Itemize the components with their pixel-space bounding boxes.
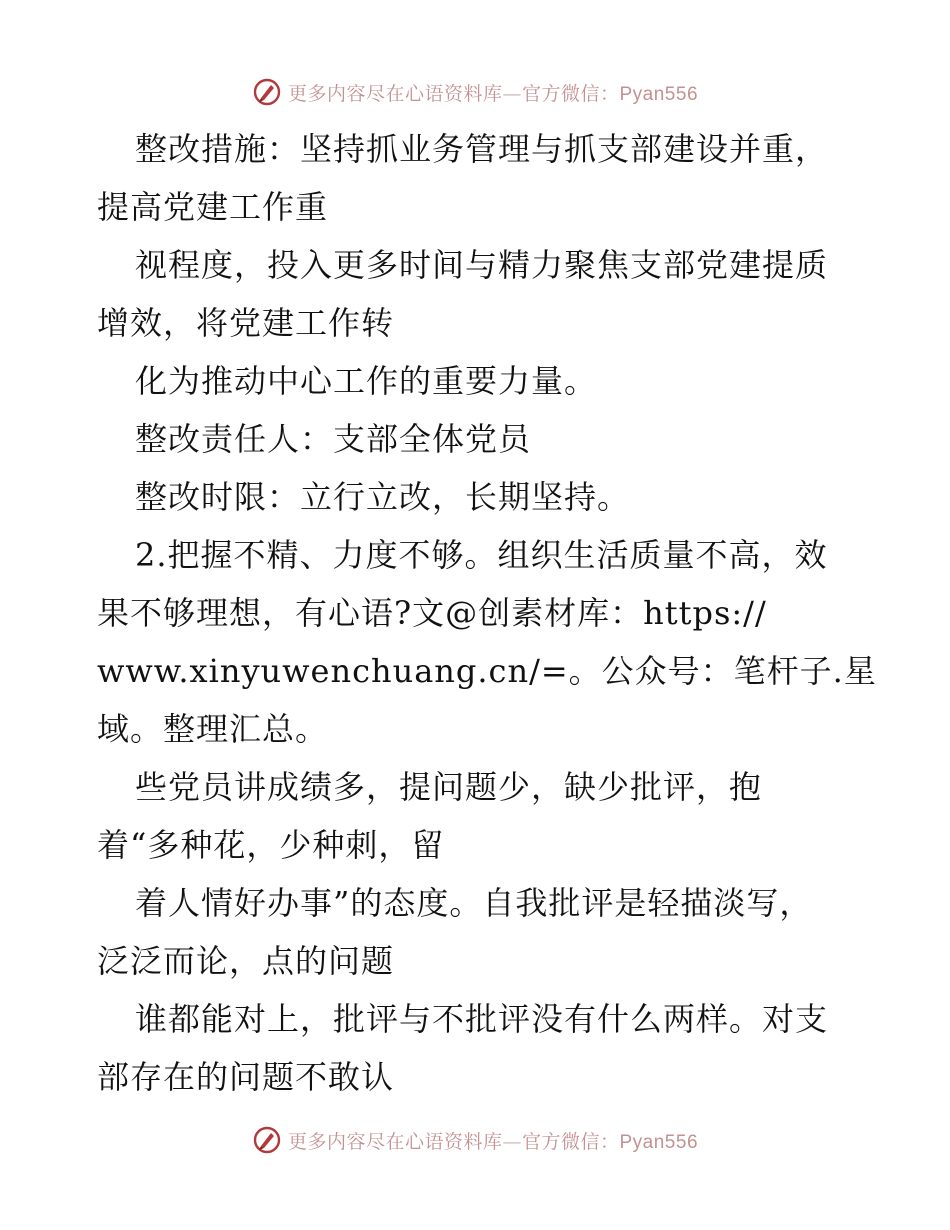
text-line: 泛泛而论，点的问题 bbox=[97, 942, 395, 980]
watermark-separator: — bbox=[502, 82, 522, 105]
text-line: 2.把握不精、力度不够。组织生活质量不高，效 bbox=[135, 536, 828, 574]
text-line: 化为推动中心工作的重要力量。 bbox=[135, 362, 598, 400]
text-line: www.xinyuwenchuang.cn/=。公众号：笔杆子.星 bbox=[97, 652, 877, 690]
text-line: 视程度，投入更多时间与精力聚焦支部党建提质 bbox=[135, 246, 829, 284]
text-line: 谁都能对上，批评与不批评没有什么两样。对支 bbox=[135, 1000, 829, 1038]
footer-watermark bbox=[0, 1120, 950, 1160]
text-line: 整改措施：坚持抓业务管理与抓支部建设并重， bbox=[135, 130, 829, 168]
watermark-separator: — bbox=[502, 1130, 522, 1153]
text-line: 整改时限：立行立改，长期坚持。 bbox=[135, 478, 631, 516]
watermark-label: 官方微信： bbox=[521, 82, 620, 105]
text-line: 着人情好办事”的态度。自我批评是轻描淡写， bbox=[135, 884, 813, 922]
pen-logo-icon bbox=[252, 1125, 282, 1155]
text-line: 些党员讲成绩多，提问题少，缺少批评，抱 bbox=[135, 768, 763, 806]
text-line: 着“多种花，少种刺，留 bbox=[97, 826, 445, 864]
text-line: 增效，将党建工作转 bbox=[97, 304, 395, 342]
text-line: 提高党建工作重 bbox=[97, 188, 329, 226]
watermark-label: 官方微信： bbox=[521, 1130, 620, 1153]
watermark-text bbox=[288, 79, 698, 106]
watermark-text bbox=[288, 1127, 698, 1154]
watermark-brand: 更多内容尽在心语资料库 bbox=[287, 1130, 503, 1153]
watermark-handle: Pyan556 bbox=[619, 83, 699, 105]
text-line: 整改责任人：支部全体党员 bbox=[135, 420, 532, 458]
document-body bbox=[97, 120, 877, 1106]
header-watermark bbox=[0, 72, 950, 112]
watermark-brand: 更多内容尽在心语资料库 bbox=[287, 82, 503, 105]
text-line: 域。整理汇总。 bbox=[97, 710, 329, 748]
text-line: 部存在的问题不敢认 bbox=[97, 1058, 395, 1096]
text-line: 果不够理想，有心语?文@创素材库：https:// bbox=[97, 594, 767, 632]
watermark-handle: Pyan556 bbox=[619, 1131, 699, 1153]
pen-logo-icon bbox=[252, 77, 282, 107]
